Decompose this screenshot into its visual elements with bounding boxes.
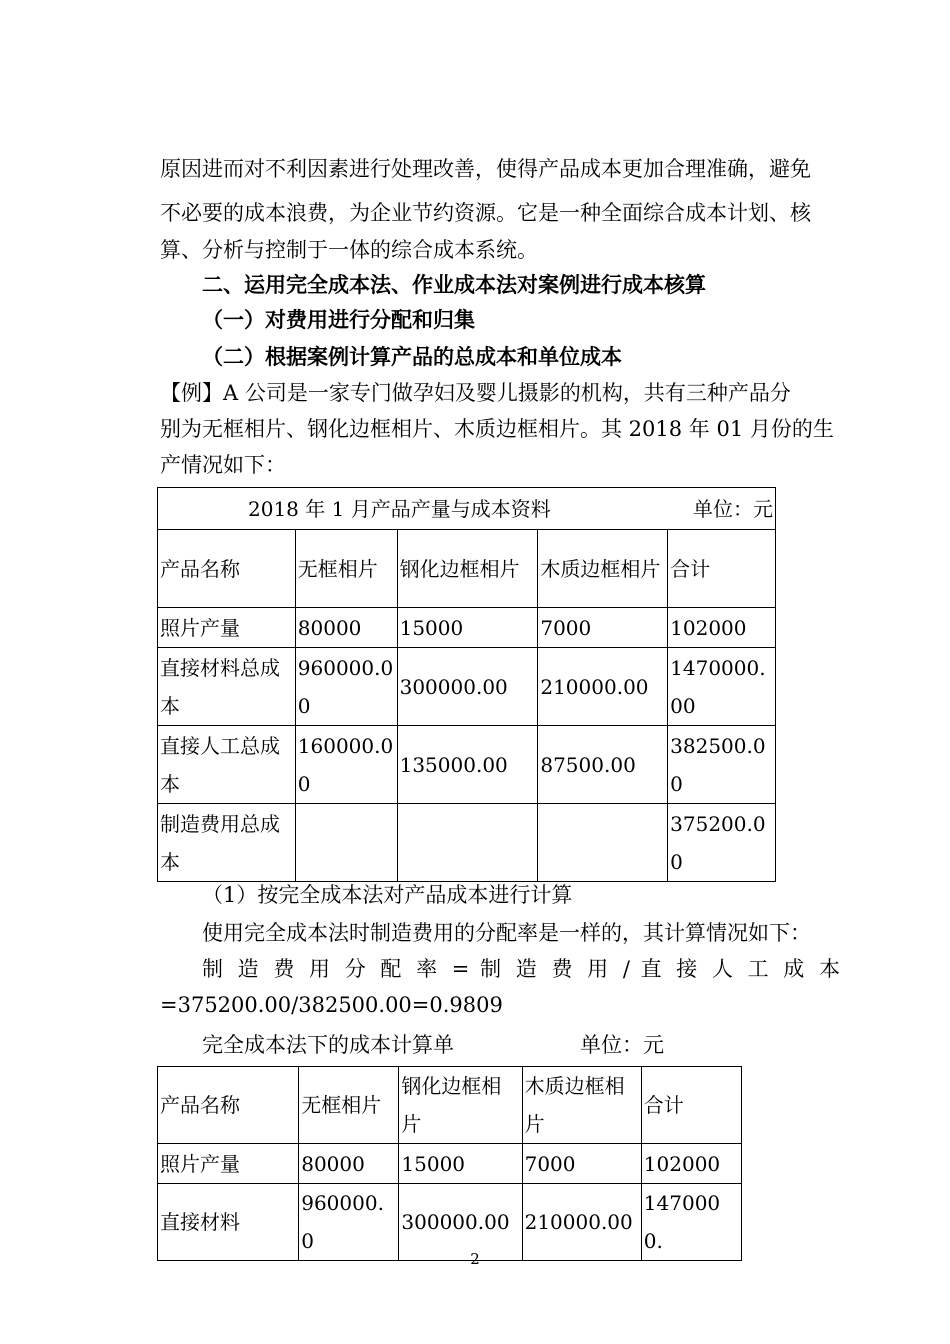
table-cell xyxy=(397,804,538,882)
table-header-cell: 合计 xyxy=(668,530,776,608)
table-cell: 直接材料总成本 xyxy=(158,648,296,726)
table-cell: 80000 xyxy=(295,608,397,648)
table-cell: 210000.00 xyxy=(538,648,668,726)
table-row xyxy=(158,804,776,882)
table-cell: 102000 xyxy=(641,1144,741,1184)
table-cell xyxy=(538,804,668,882)
table-cell: 制造费用总成本 xyxy=(158,804,296,882)
table-cell: 15000 xyxy=(399,1144,522,1184)
subsection-heading-2: （二）根据案例计算产品的总成本和单位成本 xyxy=(202,344,622,369)
table-caption-unit: 单位：元 xyxy=(693,496,773,521)
table-cell xyxy=(295,804,397,882)
method-line: （1）按完全成本法对产品成本进行计算 xyxy=(202,883,573,907)
full-costing-table xyxy=(157,1066,742,1261)
table-cell: 7000 xyxy=(538,608,668,648)
table-header-cell: 钢化边框相片 xyxy=(397,530,538,608)
table-cell: 300000.00 xyxy=(397,648,538,726)
table-header-cell: 产品名称 xyxy=(158,1067,299,1144)
table-cell: 直接材料 xyxy=(158,1184,299,1261)
table-row xyxy=(158,726,776,804)
intro-line-1: 原因进而对不利因素进行处理改善，使得产品成本更加合理准确，避免 xyxy=(160,157,811,181)
table-cell: 1470000.00 xyxy=(668,648,776,726)
subsection-heading-1: （一）对费用进行分配和归集 xyxy=(202,307,475,332)
table-cell: 102000 xyxy=(668,608,776,648)
table-cell: 135000.00 xyxy=(397,726,538,804)
table-cell: 15000 xyxy=(397,608,538,648)
table-row xyxy=(158,1184,742,1261)
table-row xyxy=(158,648,776,726)
table-header-cell: 钢化边框相片 xyxy=(399,1067,522,1144)
example-line-2: 别为无框相片、钢化边框相片、木质边框相片。其 2018 年 01 月份的生 xyxy=(160,417,834,441)
page-number: 2 xyxy=(470,1250,480,1268)
table-cell: 照片产量 xyxy=(158,608,296,648)
rate-formula-line-2: =375200.00/382500.00=0.9809 xyxy=(160,993,503,1017)
table-cell: 160000.00 xyxy=(295,726,397,804)
table-caption xyxy=(158,488,776,530)
table-caption-title: 2018 年 1 月产品产量与成本资料 xyxy=(248,496,551,521)
table-header-row xyxy=(158,1067,742,1144)
table-cell: 960000.00 xyxy=(295,648,397,726)
intro-line-2: 不必要的成本浪费，为企业节约资源。它是一种全面综合成本计划、核 xyxy=(160,201,811,225)
example-line-3: 产情况如下： xyxy=(160,453,286,477)
table-header-cell: 木质边框相片 xyxy=(522,1067,641,1144)
table-cell: 300000.00 xyxy=(399,1184,522,1261)
table-cell: 382500.00 xyxy=(668,726,776,804)
table-cell: 87500.00 xyxy=(538,726,668,804)
table-cell: 210000.00 xyxy=(522,1184,641,1261)
section-heading: 二、运用完全成本法、作业成本法对案例进行成本核算 xyxy=(202,272,706,297)
table-cell: 1470000. xyxy=(641,1184,741,1261)
production-cost-table xyxy=(157,487,776,882)
table-header-cell: 产品名称 xyxy=(158,530,296,608)
table-cell: 直接人工总成本 xyxy=(158,726,296,804)
table-cell: 80000 xyxy=(299,1144,399,1184)
table-header-row xyxy=(158,530,776,608)
table-header-cell: 合计 xyxy=(641,1067,741,1144)
rate-intro: 使用完全成本法时制造费用的分配率是一样的，其计算情况如下： xyxy=(202,921,811,945)
table-cell: 7000 xyxy=(522,1144,641,1184)
table2-caption: 完全成本法下的成本计算单 xyxy=(202,1033,454,1057)
table-cell: 照片产量 xyxy=(158,1144,299,1184)
rate-formula-line-1: 制 造 费 用 分 配 率 = 制 造 费 用 / 直 接 人 工 成 本 xyxy=(202,957,840,981)
intro-line-3: 算、分析与控制于一体的综合成本系统。 xyxy=(160,238,538,262)
table2-unit: 单位：元 xyxy=(580,1033,664,1057)
table-row xyxy=(158,608,776,648)
table-cell: 960000.0 xyxy=(299,1184,399,1261)
example-line-1: 【例】A 公司是一家专门做孕妇及婴儿摄影的机构，共有三种产品分 xyxy=(160,381,791,405)
table-cell: 375200.00 xyxy=(668,804,776,882)
table-header-cell: 木质边框相片 xyxy=(538,530,668,608)
table-header-cell: 无框相片 xyxy=(295,530,397,608)
table-header-cell: 无框相片 xyxy=(299,1067,399,1144)
table-row xyxy=(158,1144,742,1184)
